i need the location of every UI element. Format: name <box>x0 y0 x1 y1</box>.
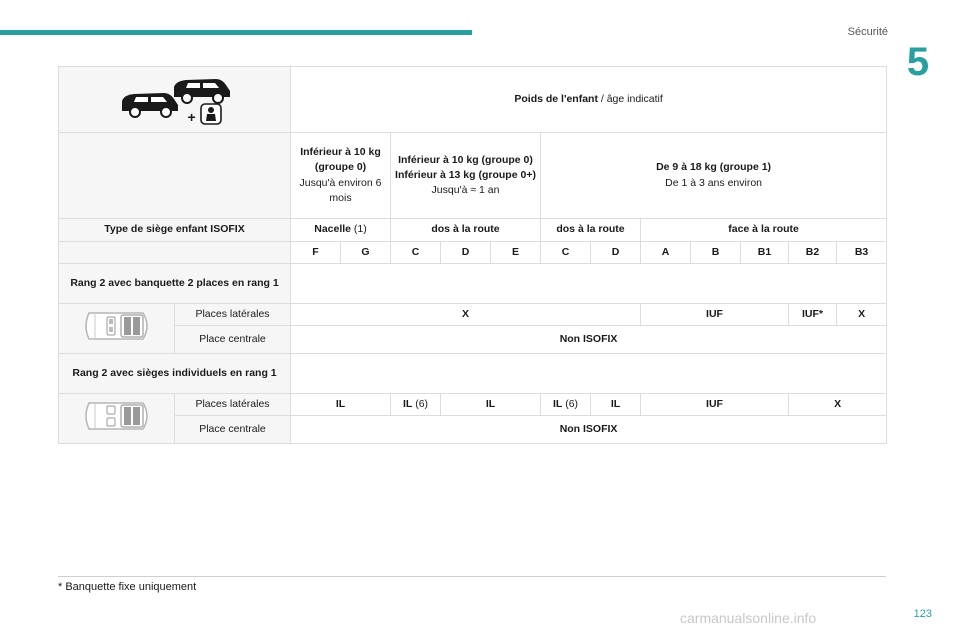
van-icon <box>172 75 232 105</box>
individual-il-label: IL <box>552 397 563 410</box>
individual-il-cell: IL <box>291 394 391 416</box>
bench-seat-diagram-cell <box>59 304 175 354</box>
empty-cell <box>59 133 291 219</box>
empty-cell <box>291 354 887 394</box>
individual-il-ref: (6) <box>562 397 579 410</box>
table-row <box>59 394 887 416</box>
vehicle-icons-cell <box>59 67 291 133</box>
size-class-cell: A <box>641 242 691 264</box>
individual-il-cell: IL <box>591 394 641 416</box>
individual-il-ref: (6) <box>412 397 429 410</box>
individual-central-value: Non ISOFIX <box>291 416 887 444</box>
header-accent-bar <box>0 30 472 35</box>
weight-heading-suffix: / âge indicatif <box>597 92 663 105</box>
group0-label: Inférieur à 10 kg (groupe 0) <box>300 146 381 174</box>
size-class-cell: B3 <box>837 242 887 264</box>
group0-age: Jusqu'à environ 6 mois <box>299 176 382 204</box>
group0plus-age: Jusqu'à ≈ 1 an <box>431 184 500 197</box>
individual-seat-diagram-cell <box>59 394 175 444</box>
table-row <box>59 354 887 394</box>
bench-central-label: Place centrale <box>175 326 291 354</box>
plus-icon: + <box>187 108 196 125</box>
individual-il-cell: IL <box>441 394 541 416</box>
bench-seat-layout-icon <box>81 307 153 345</box>
bench-central-value: Non ISOFIX <box>291 326 887 354</box>
bench-lateral-x2: X <box>837 304 887 326</box>
size-class-cell: G <box>341 242 391 264</box>
group0plus-label-1: Inférieur à 10 kg (groupe 0) <box>398 153 533 166</box>
individual-il-label: IL <box>402 397 413 410</box>
table-row <box>59 416 887 444</box>
forward-facing-cell: face à la route <box>641 219 887 242</box>
group0plus-label-2: Inférieur à 13 kg (groupe 0+) <box>395 168 536 181</box>
nacelle-cell <box>291 219 391 242</box>
footer-divider <box>58 576 886 577</box>
empty-cell <box>291 264 887 304</box>
nacelle-ref: (1) <box>351 223 367 236</box>
empty-cell <box>59 242 291 264</box>
individual-x-cell: X <box>789 394 887 416</box>
rear-facing-cell: dos à la route <box>391 219 541 242</box>
nacelle-label: Nacelle <box>314 223 352 236</box>
table-row <box>59 219 887 242</box>
individual-central-label: Place centrale <box>175 416 291 444</box>
bench-lateral-iuf: IUF <box>641 304 789 326</box>
size-class-cell: C <box>391 242 441 264</box>
individual-seat-layout-icon <box>81 397 153 435</box>
seat-type-label: Type de siège enfant ISOFIX <box>59 219 291 242</box>
bench-lateral-x: X <box>291 304 641 326</box>
table-row <box>59 133 887 219</box>
watermark: carmanualsonline.info <box>680 610 817 626</box>
individual-heading: Rang 2 avec sièges individuels en rang 1 <box>59 354 291 394</box>
size-class-cell: E <box>491 242 541 264</box>
child-seat-icon <box>200 103 222 125</box>
size-class-cell: B <box>691 242 741 264</box>
chapter-number: 5 <box>906 40 930 84</box>
individual-il-cell <box>541 394 591 416</box>
size-class-cell: F <box>291 242 341 264</box>
group0plus-cell <box>391 133 541 219</box>
weight-heading: Poids de l'enfant <box>514 92 598 105</box>
section-title: Sécurité <box>847 26 888 38</box>
bench-lateral-label: Places latérales <box>175 304 291 326</box>
size-class-cell: B1 <box>741 242 789 264</box>
bench-lateral-iuf-star: IUF* <box>789 304 837 326</box>
weight-heading-cell <box>291 67 887 133</box>
group1-age: De 1 à 3 ans environ <box>665 176 763 189</box>
size-class-cell: C <box>541 242 591 264</box>
group1-cell <box>541 133 887 219</box>
individual-il-cell <box>391 394 441 416</box>
footnote: * Banquette fixe uniquement <box>58 581 197 593</box>
size-class-cell: D <box>591 242 641 264</box>
group1-label: De 9 à 18 kg (groupe 1) <box>656 161 772 174</box>
table-row <box>59 264 887 304</box>
rear-facing-cell: dos à la route <box>541 219 641 242</box>
table-row <box>59 242 887 264</box>
table-row <box>59 304 887 326</box>
bench-heading: Rang 2 avec banquette 2 places en rang 1 <box>59 264 291 304</box>
size-class-cell: B2 <box>789 242 837 264</box>
isofix-table <box>58 66 887 444</box>
table-row <box>59 326 887 354</box>
individual-lateral-label: Places latérales <box>175 394 291 416</box>
individual-iuf-cell: IUF <box>641 394 789 416</box>
page-number: 123 <box>913 608 932 620</box>
van-icon <box>120 89 180 119</box>
group0-cell <box>291 133 391 219</box>
table-row <box>59 67 887 133</box>
size-class-cell: D <box>441 242 491 264</box>
